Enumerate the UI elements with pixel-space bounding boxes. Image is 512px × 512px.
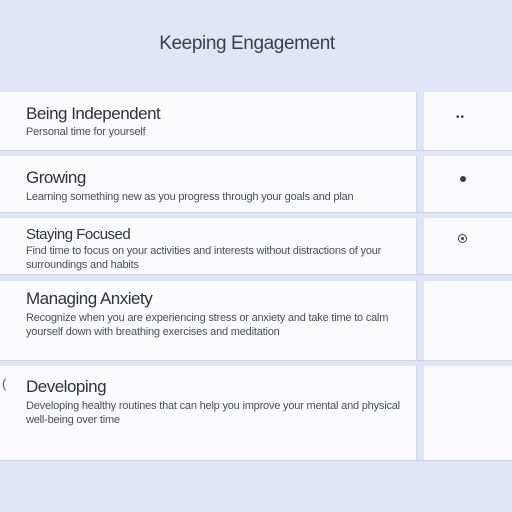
list-item-title: Being Independent (26, 104, 161, 123)
footer-area (0, 470, 512, 512)
list-item-content[interactable] (0, 92, 417, 150)
list-item-description: Personal time for yourself (26, 126, 146, 138)
list-item-staying-focused[interactable] (0, 218, 512, 275)
list-item-content[interactable] (0, 156, 417, 212)
list-item-description: Find time to focus on your activities and interests without distractions of your surroundings and habits (26, 245, 382, 271)
list-item-being-independent[interactable] (0, 92, 512, 151)
list-item-title: Managing Anxiety (26, 289, 153, 308)
radio-icon[interactable] (458, 234, 467, 243)
page-title: Keeping Engagement (159, 33, 335, 54)
list-item-description: Developing healthy routines that can help you improve your mental and physical well-being over time (26, 400, 400, 426)
list-item-action[interactable] (424, 156, 512, 212)
list-item-growing[interactable] (0, 156, 512, 213)
list-item-title: Growing (26, 168, 86, 187)
list-item-content[interactable] (0, 281, 417, 360)
list-item-action[interactable] (424, 366, 512, 460)
list-item-title: Developing (26, 377, 107, 396)
more-dots-icon[interactable]: •• (456, 112, 466, 123)
bullet-dot-icon[interactable] (460, 176, 466, 182)
list-item-action[interactable] (424, 92, 512, 150)
list-item-description: Recognize when you are experiencing stress or anxiety and take time to calm yourself down with breathing exercises and meditation (26, 312, 389, 338)
list-item-action[interactable] (424, 218, 512, 274)
list-item-description: Learning something new as you progress through your goals and plan (26, 191, 354, 203)
list-item-managing-anxiety[interactable] (0, 281, 512, 361)
header-bar (0, 0, 512, 84)
list-item-action[interactable] (424, 281, 512, 360)
list-item-title: Staying Focused (26, 226, 131, 243)
list-item-content[interactable] (0, 366, 417, 460)
row-marker-paren: ( (2, 376, 7, 391)
list-item-developing[interactable] (0, 366, 512, 461)
list-item-content[interactable] (0, 218, 417, 274)
